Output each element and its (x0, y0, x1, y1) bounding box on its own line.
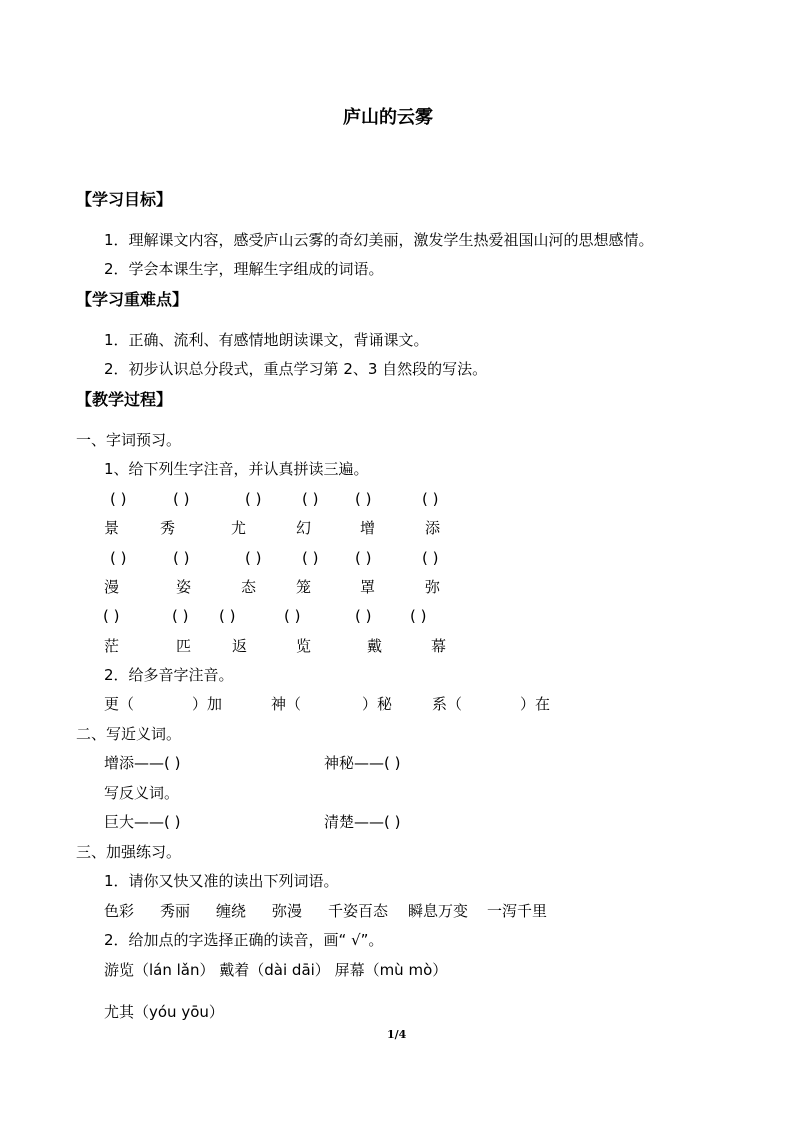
pinyin-choice-line-2: 尤其（yóu yōu） (104, 1003, 224, 1021)
char: 景 (104, 519, 120, 537)
synonym-item-2: 神秘——( ) (324, 754, 401, 772)
word: 色彩 (104, 902, 135, 920)
char: 尤 (231, 519, 247, 537)
char: 秀 (160, 519, 176, 537)
char: 览 (296, 637, 312, 655)
page-title: 庐山的云雾 (343, 107, 433, 128)
page-number: 1/4 (387, 1028, 407, 1041)
key-point-item-1: 1．正确、流利、有感情地朗读课文，背诵课文。 (104, 331, 429, 349)
part3-question-2: 2．给加点的字选择正确的读音，画“ √”。 (104, 931, 384, 949)
paren-blank[interactable]: ( ) (302, 549, 319, 567)
paren-blank[interactable]: ( ) (355, 490, 372, 508)
char: 态 (241, 578, 257, 596)
word: 千姿百态 (328, 902, 389, 920)
paren-blank[interactable]: ( ) (355, 549, 372, 567)
word: 弥漫 (272, 902, 303, 920)
word: 瞬息万变 (408, 902, 469, 920)
char: 姿 (176, 578, 192, 596)
paren-blank[interactable]: ( ) (302, 490, 319, 508)
paren-blank[interactable]: ( ) (245, 490, 262, 508)
polyphone-tail: ）在 (520, 695, 551, 713)
word: 秀丽 (160, 902, 191, 920)
paren-blank[interactable]: ( ) (173, 490, 190, 508)
objective-item-2: 2．学会本课生字，理解生字组成的词语。 (104, 260, 384, 278)
word: 缠绕 (216, 902, 247, 920)
paren-blank[interactable]: ( ) (284, 607, 301, 625)
char: 匹 (176, 637, 192, 655)
pinyin-choice-line-1: 游览（lán lǎn） 戴着（dài dāi） 屏幕（mù mò） (104, 961, 448, 979)
char: 罩 (360, 578, 376, 596)
objective-item-1: 1．理解课文内容，感受庐山云雾的奇幻美丽，激发学生热爱祖国山河的思想感情。 (104, 231, 654, 249)
char: 茫 (104, 637, 120, 655)
paren-blank[interactable]: ( ) (173, 549, 190, 567)
char: 笼 (296, 578, 312, 596)
polyphone-char: 系（ (432, 695, 463, 713)
polyphone-tail: ）秘 (362, 695, 393, 713)
part3-question-1: 1．请你又快又准的读出下列词语。 (104, 872, 339, 890)
paren-blank[interactable]: ( ) (410, 607, 427, 625)
char: 增 (360, 519, 376, 537)
synonym-item-1: 增添——( ) (104, 754, 181, 772)
antonym-item-2: 清楚——( ) (324, 813, 401, 831)
word: 一泻千里 (487, 902, 548, 920)
section-heading-process: 【教学过程】 (76, 390, 173, 409)
part1-title: 一、字词预习。 (76, 431, 182, 449)
part3-title: 三、加强练习。 (76, 843, 182, 861)
char: 添 (425, 519, 441, 537)
paren-blank[interactable]: ( ) (422, 490, 439, 508)
paren-blank[interactable]: ( ) (110, 490, 127, 508)
paren-blank[interactable]: ( ) (245, 549, 262, 567)
part2-title: 二、写近义词。 (76, 725, 182, 743)
part1-question-2: 2．给多音字注音。 (104, 666, 234, 684)
part1-question-1: 1、给下列生字注音，并认真拼读三遍。 (104, 460, 369, 478)
antonym-item-1: 巨大——( ) (104, 813, 181, 831)
paren-blank[interactable]: ( ) (172, 607, 189, 625)
paren-blank[interactable]: ( ) (355, 607, 372, 625)
paren-blank[interactable]: ( ) (422, 549, 439, 567)
section-heading-objectives: 【学习目标】 (76, 190, 173, 209)
char: 漫 (104, 578, 120, 596)
paren-blank[interactable]: ( ) (219, 607, 236, 625)
paren-blank[interactable]: ( ) (103, 607, 120, 625)
paren-blank[interactable]: ( ) (110, 549, 127, 567)
char: 幕 (431, 637, 447, 655)
char: 返 (232, 637, 248, 655)
polyphone-char: 更（ (104, 695, 135, 713)
polyphone-tail: ）加 (192, 695, 223, 713)
polyphone-char: 神（ (271, 695, 302, 713)
antonym-title: 写反义词。 (104, 784, 180, 802)
char: 戴 (367, 637, 383, 655)
char: 弥 (425, 578, 441, 596)
char: 幻 (296, 519, 312, 537)
section-heading-key-points: 【学习重难点】 (76, 290, 189, 309)
key-point-item-2: 2．初步认识总分段式，重点学习第 2、3 自然段的写法。 (104, 360, 488, 378)
